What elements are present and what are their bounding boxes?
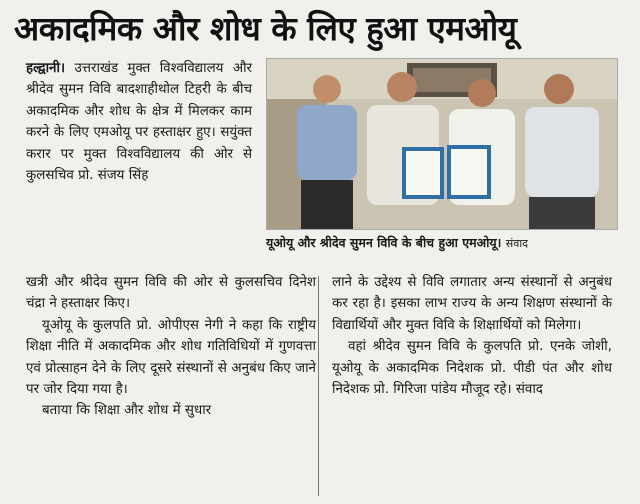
article-column-2 — [332, 272, 612, 400]
paragraph-4-text: वहां श्रीदेव सुमन विवि के कुलपति प्रो. एनके जोशी, यूओयू के अकादमिक निदेशक प्रो. पीडी पंत और शोध निदेशक प्रो. गिरिजा पांडेय मौजूद रहे। — [332, 339, 612, 398]
article-column-1-bottom — [26, 272, 316, 422]
paragraph-4 — [332, 336, 612, 400]
paragraph-3-start: बताया कि शिक्षा और शोध में सुधार — [42, 403, 212, 419]
photo-credit: संवाद — [505, 237, 529, 250]
article-column-1-top — [26, 58, 252, 186]
paragraph-4-credit: संवाद — [515, 382, 543, 398]
paragraph-1-text: उत्तराखंड मुक्त विश्वविद्यालय और श्रीदेव सुमन विवि बादशाहीथोल टिहरी के बीच अकादमिक और शोध के क्षेत्र में मिलकर काम करने के लिए एमओयू पर हस्ताक्षर हुए। सयुंक्त करार पर मुक्त विश्वविद्यालय की ओर से कुलसचिव प्रो. संजय सिंह — [26, 61, 252, 184]
column-divider — [318, 276, 319, 496]
paragraph-1-continued: खत्री और श्रीदेव सुमन विवि की ओर से कुलसचिव दिनेश चंद्रा ने हस्ताक्षर किए। — [26, 275, 316, 312]
dateline: हल्द्वानी। — [26, 61, 66, 76]
headline: अकादमिक और शोध के लिए हुआ एमओयू — [14, 9, 517, 48]
paragraph-3-continued: लाने के उद्देश्य से विवि लगातार अन्य संस्थानों से अनुबंध कर रहा है। इसका लाभ राज्य के अन्य शिक्षण संस्थानों के विद्यार्थियों और मुक्त विवि के शिक्षार्थियों को मिलेगा। — [332, 275, 612, 333]
photo-caption — [266, 232, 628, 254]
photo-caption-text: यूओयू और श्रीदेव सुमन विवि के बीच हुआ एमओयू। — [266, 235, 502, 250]
paragraph-2: यूओयू के कुलपति प्रो. ओपीएस नेगी ने कहा कि राष्ट्रीय शिक्षा नीति में अकादमिक और शोध गतिविधियों में गुणवत्ता एवं प्रोत्साहन देने के लिए दूसरे संस्थानों से अनुबंध किए जाने पर जोर दिया गया है। — [26, 317, 316, 398]
photo-illustration — [267, 59, 617, 229]
paragraph-1 — [26, 58, 252, 186]
mou-photo — [266, 58, 618, 230]
